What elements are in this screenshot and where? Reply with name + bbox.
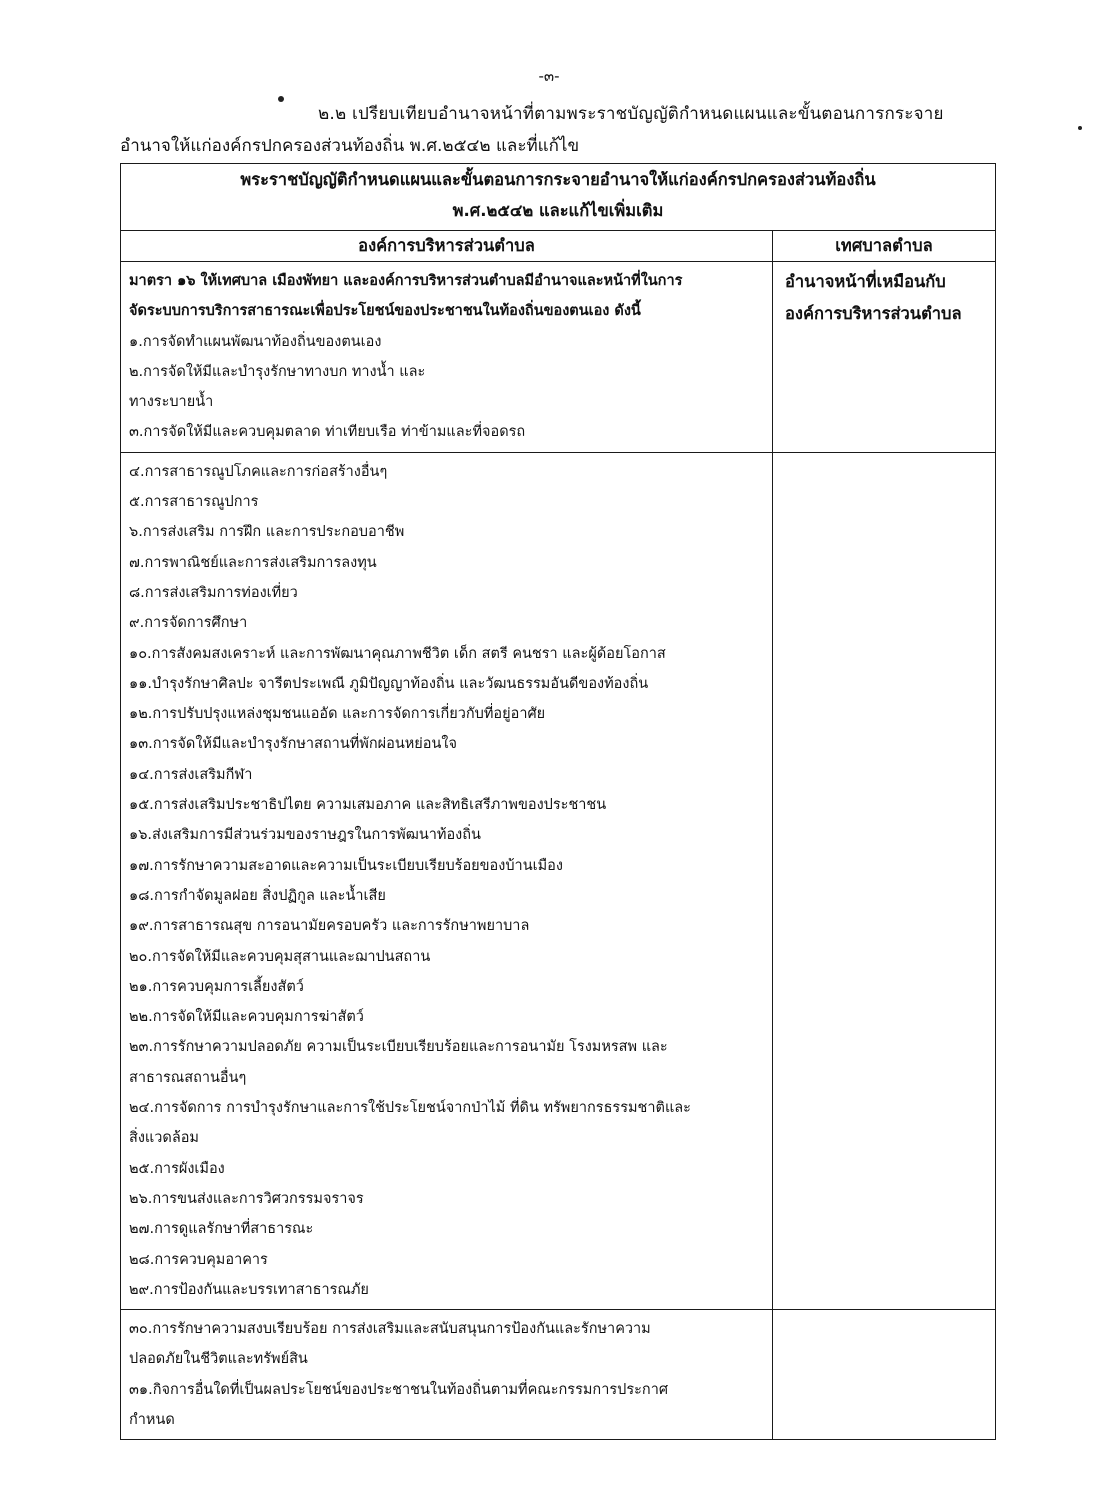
duty-item: ๒๐.การจัดให้มีและควบคุมสุสานและฌาปนสถาน bbox=[129, 948, 431, 965]
table-row bbox=[121, 1310, 996, 1440]
duty-item: ๙.การจัดการศึกษา bbox=[129, 615, 248, 632]
duty-item: สิ่งแวดล้อม bbox=[129, 1130, 199, 1147]
duty-item: ๗.การพาณิชย์และการส่งเสริมการลงทุน bbox=[129, 554, 377, 571]
duty-item: ๔.การสาธารณูปโภคและการก่อสร้างอื่นๆ bbox=[129, 463, 388, 480]
duty-item: ๘.การส่งเสริมการท่องเที่ยว bbox=[129, 584, 298, 601]
row-3-left-cell bbox=[121, 1310, 773, 1440]
duty-item: ๒๓.การรักษาความปลอดภัย ความเป็นระเบียบเรียบร้อยและการอนามัย โรงมหรสพ และ bbox=[129, 1039, 668, 1056]
row-2-left-cell bbox=[121, 452, 773, 1309]
section-16-line-1: มาตรา ๑๖ ให้เทศบาล เมืองพัทยา และองค์การบริหารส่วนตำบลมีอำนาจและหน้าที่ในการ bbox=[129, 273, 683, 289]
duty-item: ๑๗.การรักษาความสะอาดและความเป็นระเบียบเรียบร้อยของบ้านเมือง bbox=[129, 857, 563, 874]
duty-item: ๑๙.การสาธารณสุข การอนามัยครอบครัว และการรักษาพยาบาล bbox=[129, 918, 530, 935]
comparison-table bbox=[120, 163, 996, 1440]
duty-item: ปลอดภัยในชีวิตและทรัพย์สิน bbox=[129, 1351, 308, 1368]
duty-item: ๓.การจัดให้มีและควบคุมตลาด ท่าเทียบเรือ ท่าข้ามและที่จอดรถ bbox=[129, 424, 526, 441]
duty-item: ๒๘.การควบคุมอาคาร bbox=[129, 1251, 268, 1268]
duty-item: สาธารณสถานอื่นๆ bbox=[129, 1069, 247, 1086]
duty-item: ๑๘.การกำจัดมูลฝอย สิ่งปฏิกูล และน้ำเสีย bbox=[129, 887, 386, 904]
table-title-row bbox=[121, 164, 996, 231]
duty-item: ๓๑.กิจการอื่นใดที่เป็นผลประโยชน์ของประชาชนในท้องถิ่นตามที่คณะกรรมการประกาศ bbox=[129, 1381, 669, 1398]
same-authority-line-2: องค์การบริหารส่วนตำบล bbox=[785, 304, 962, 323]
duty-item: ๑๕.การส่งเสริมประชาธิปไตย ความเสมอภาค และสิทธิเสรีภาพของประชาชน bbox=[129, 797, 607, 814]
duty-item: ๑๖.ส่งเสริมการมีส่วนร่วมของราษฎรในการพัฒนาท้องถิ่น bbox=[129, 827, 481, 844]
column-header-municipality: เทศบาลตำบล bbox=[773, 231, 996, 262]
section-16-line-2: จัดระบบการบริการสาธารณะเพื่อประโยชน์ของประชาชนในท้องถิ่นของตนเอง ดังนี้ bbox=[129, 303, 641, 320]
stray-dot-mark bbox=[1078, 126, 1082, 130]
table-title bbox=[121, 164, 996, 231]
column-header-sao: องค์การบริหารส่วนตำบล bbox=[121, 231, 773, 262]
duty-item: ๑๒.การปรับปรุงแหล่งชุมชนแออัด และการจัดการเกี่ยวกับที่อยู่อาศัย bbox=[129, 706, 546, 723]
row-2-right-cell bbox=[773, 452, 996, 1309]
duty-item: ๑๓.การจัดให้มีและบำรุงรักษาสถานที่พักผ่อนหย่อนใจ bbox=[129, 736, 457, 753]
duty-item: ๒๗.การดูแลรักษาที่สาธารณะ bbox=[129, 1221, 314, 1238]
bullet-dot-mark bbox=[278, 96, 284, 102]
intro-line-1: ๒.๒ เปรียบเทียบอำนาจหน้าที่ตามพระราชบัญญัติกำหนดแผนและขั้นตอนการกระจาย bbox=[318, 104, 944, 124]
duty-item: ๒๖.การขนส่งและการวิศวกรรมจราจร bbox=[129, 1190, 364, 1207]
duty-item: ๑๐.การสังคมสงเคราะห์ และการพัฒนาคุณภาพชีวิต เด็ก สตรี คนชรา และผู้ด้อยโอกาส bbox=[129, 645, 666, 662]
duty-item: ๒.การจัดให้มีและบำรุงรักษาทางบก ทางน้ำ และ bbox=[129, 363, 426, 380]
row-1-right-cell bbox=[773, 262, 996, 453]
row-1-left-cell bbox=[121, 262, 773, 453]
duty-item: ๑๑.บำรุงรักษาศิลปะ จารีตประเพณี ภูมิปัญญาท้องถิ่น และวัฒนธรรมอันดีของท้องถิ่น bbox=[129, 675, 649, 692]
duty-item: ๖.การส่งเสริม การฝึก และการประกอบอาชีพ bbox=[129, 524, 405, 541]
intro-line-2: อำนาจให้แก่องค์กรปกครองส่วนท้องถิ่น พ.ศ.๒๕๔๒ และที่แก้ไข bbox=[120, 136, 580, 156]
row-3-right-cell bbox=[773, 1310, 996, 1440]
duty-item: ๑๔.การส่งเสริมกีฬา bbox=[129, 766, 253, 783]
duty-item: กำหนด bbox=[129, 1411, 175, 1428]
duty-item: ๕.การสาธารณูปการ bbox=[129, 494, 259, 511]
column-header-row bbox=[121, 231, 996, 262]
table-title-line-1: พระราชบัญญัติกำหนดแผนและขั้นตอนการกระจายอำนาจให้แก่องค์กรปกครองส่วนท้องถิ่น bbox=[240, 170, 876, 189]
table-title-line-2: พ.ศ.๒๕๔๒ และแก้ไขเพิ่มเติม bbox=[452, 201, 664, 220]
duty-item: ๒๔.การจัดการ การบำรุงรักษาและการใช้ประโยชน์จากป่าไม้ ที่ดิน ทรัพยากรธรรมชาติและ bbox=[129, 1100, 691, 1117]
duty-item: ๓๐.การรักษาความสงบเรียบร้อย การส่งเสริมและสนับสนุนการป้องกันและรักษาความ bbox=[129, 1321, 651, 1338]
duty-item: ๒๕.การผังเมือง bbox=[129, 1160, 225, 1177]
duty-item: ๒๒.การจัดให้มีและควบคุมการฆ่าสัตว์ bbox=[129, 1009, 364, 1026]
duty-item: ๒๙.การป้องกันและบรรเทาสาธารณภัย bbox=[129, 1281, 369, 1298]
duty-item: ๑.การจัดทำแผนพัฒนาท้องถิ่นของตนเอง bbox=[129, 333, 382, 350]
duty-item: ทางระบายน้ำ bbox=[129, 394, 214, 411]
table-row bbox=[121, 452, 996, 1309]
page-number: -๓- bbox=[538, 67, 560, 85]
same-authority-line-1: อำนาจหน้าที่เหมือนกับ bbox=[785, 272, 946, 291]
duty-item: ๒๑.การควบคุมการเลี้ยงสัตว์ bbox=[129, 978, 304, 995]
table-row bbox=[121, 262, 996, 453]
